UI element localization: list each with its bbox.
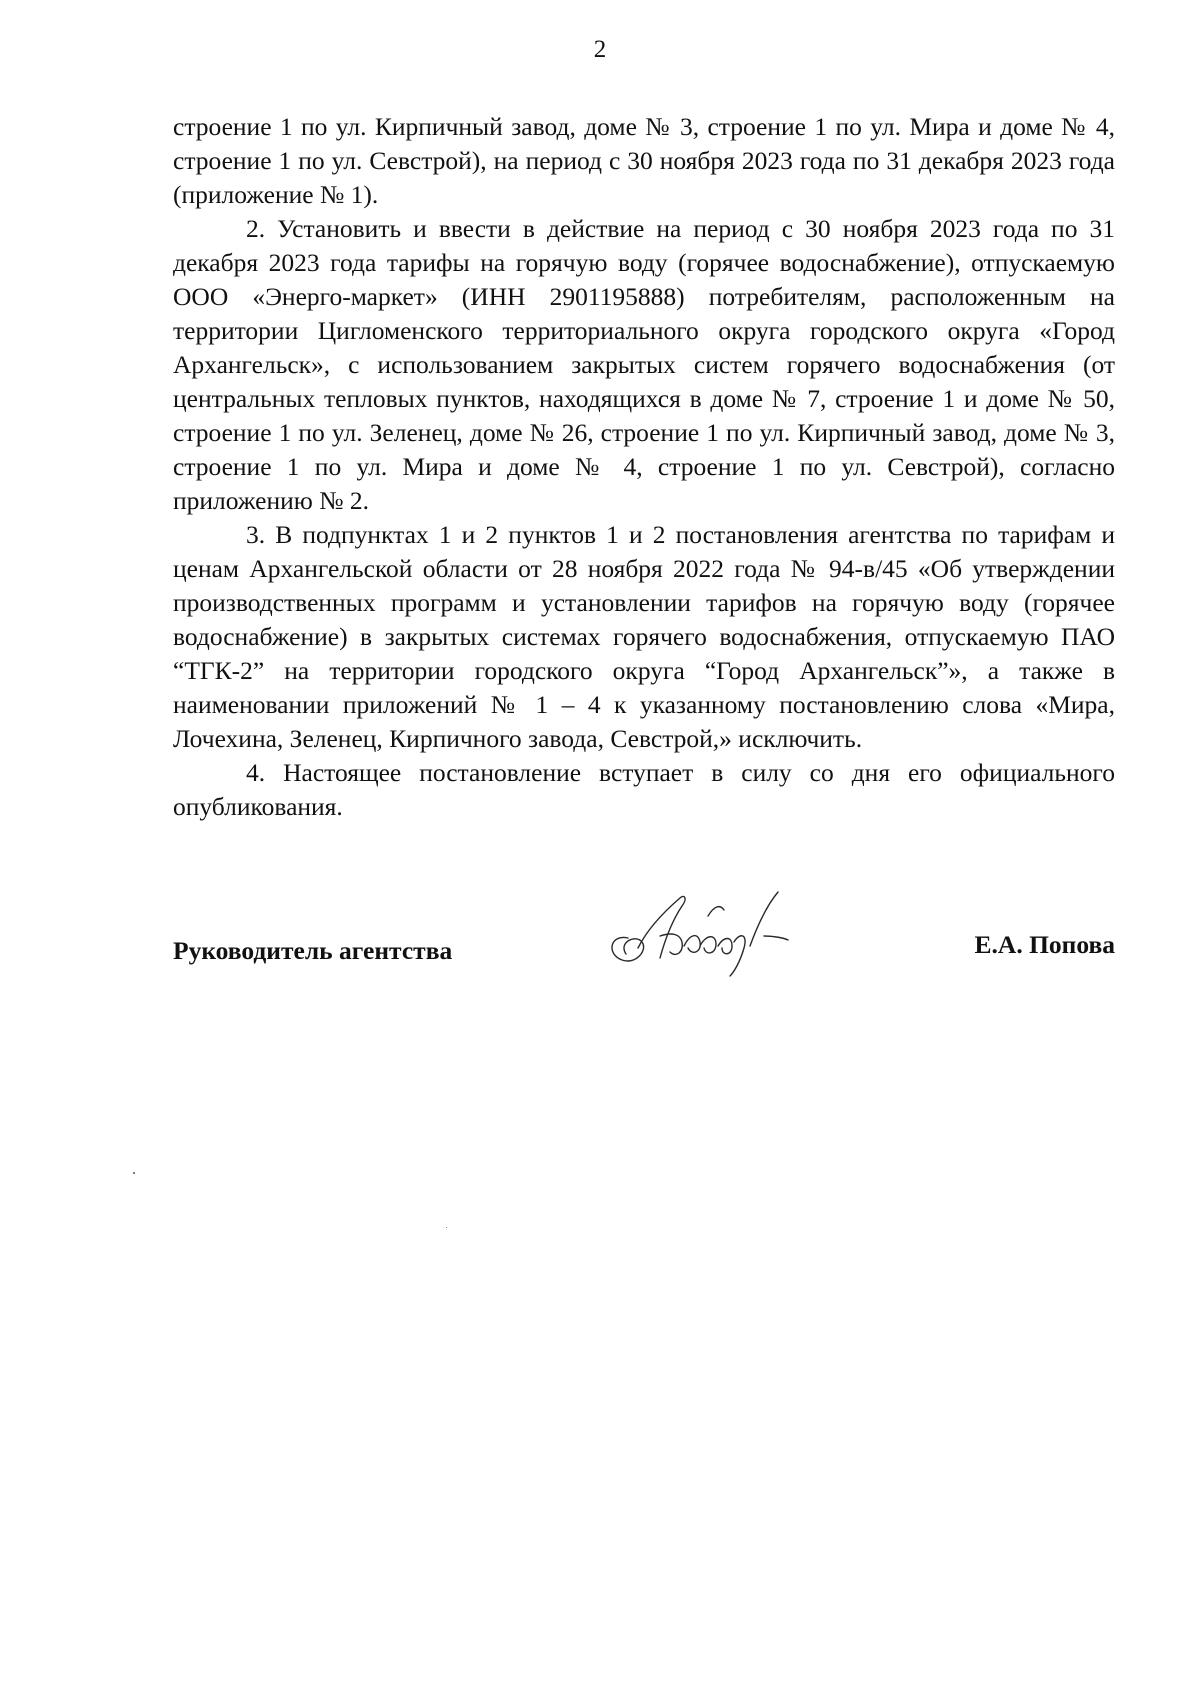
document-body bbox=[173, 110, 1115, 824]
paragraph-item-3: 3. В подпунктах 1 и 2 пунктов 1 и 2 постановления агентства по тарифам и ценам Архангельской области от 28 ноября 2022 года № 94-в/45 «Об утверждении производственных программ и установлении тарифов на горячую воду (горячее водоснабжение) в закрытых системах горячего водоснабжения, отпускаемую ПАО “ТГК-2” на территории городского округа “Город Архангельск”», а также в наименовании приложений № 1 – 4 к указанному постановлению слова «Мира, Лочехина, Зеленец, Кирпичного завода, Севстрой,» исключить. bbox=[173, 520, 1115, 753]
paragraph-continuation: строение 1 по ул. Кирпичный завод, доме № 3, строение 1 по ул. Мира и доме № 4, строение 1 по ул. Севстрой), на период с 30 ноября 2023 года по 31 декабря 2023 года (приложение № 1). bbox=[173, 112, 1115, 209]
page-number: 2 bbox=[593, 36, 607, 63]
signature-block bbox=[173, 920, 1115, 980]
paragraph-item-2: 2. Установить и ввести в действие на период с 30 ноября 2023 года по 31 декабря 2023 года тарифы на горячую воду (горячее водоснабжение), отпускаемую ООО «Энерго-маркет» (ИНН 2901195888) потребителям, расположенным на территории Цигломенского территориального округа городского округа «Город Архангельск», с использованием закрытых систем горячего водоснабжения (от центральных тепловых пунктов, находящихся в доме № 7, строение 1 и доме № 50, строение 1 по ул. Зеленец, доме № 26, строение 1 по ул. Кирпичный завод, доме № 3, строение 1 по ул. Мира и доме № 4, строение 1 по ул. Севстрой), согласно приложению № 2. bbox=[173, 214, 1115, 515]
signatory-title: Руководитель агентства bbox=[173, 936, 453, 965]
signatory-name: Е.А. Попова bbox=[974, 930, 1115, 959]
scan-speck bbox=[446, 1227, 447, 1228]
handwritten-signature bbox=[588, 876, 808, 986]
scan-speck bbox=[133, 1172, 135, 1174]
paragraph-item-4: 4. Настоящее постановление вступает в силу со дня его официального опубликования. bbox=[173, 758, 1115, 821]
